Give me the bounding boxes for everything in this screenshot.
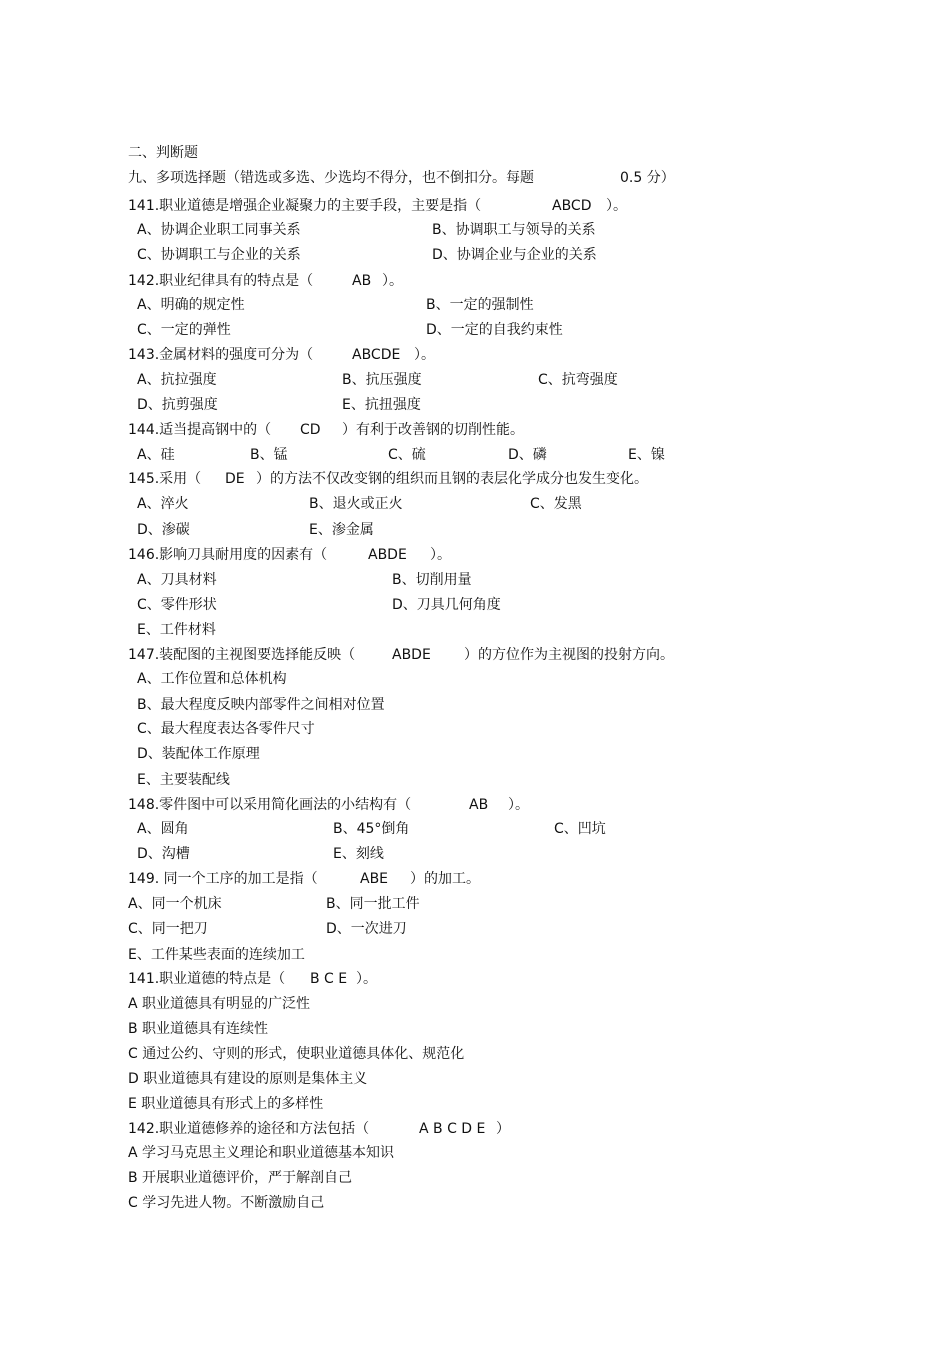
instruction-score: 0.5 分） (620, 170, 675, 186)
question-answer: ABDE (392, 647, 431, 663)
option: E、抗扭强度 (342, 397, 421, 413)
option: B、抗压强度 (342, 372, 422, 388)
question-stem: 145.采用（ (128, 471, 202, 487)
question-answer: AB (352, 273, 372, 289)
option: C、凹坑 (554, 821, 606, 837)
question-stem: 146.影响刀具耐用度的因素有（ (128, 547, 328, 563)
option: E、工件某些表面的连续加工 (128, 947, 305, 963)
option: C 通过公约、守则的形式，使职业道德具体化、规范化 (128, 1046, 465, 1062)
question-answer: ABCD (552, 198, 592, 214)
question-answer: AB (469, 797, 489, 813)
question-answer: DE (225, 471, 245, 487)
question-stem-end: ）有利于改善钢的切削性能。 (342, 422, 524, 438)
option: A、刀具材料 (137, 572, 217, 588)
question-stem: 148.零件图中可以采用简化画法的小结构有（ (128, 797, 412, 813)
option: B 职业道德具有连续性 (128, 1021, 269, 1037)
option: D、一定的自我约束性 (426, 322, 563, 338)
option: A、同一个机床 (128, 896, 222, 912)
question-answer: ABCDE (352, 347, 401, 363)
option: A 职业道德具有明显的广泛性 (128, 996, 311, 1012)
option: C、硫 (388, 447, 426, 463)
option: A、抗拉强度 (137, 372, 217, 388)
option: D、磷 (508, 447, 547, 463)
option: E、镍 (628, 447, 665, 463)
question-stem: 142.职业纪律具有的特点是（ (128, 273, 314, 289)
question-answer: CD (300, 422, 321, 438)
option: D 职业道德具有建设的原则是集体主义 (128, 1071, 368, 1087)
instruction-text: 九、多项选择题（错选或多选、少选均不得分，也不倒扣分。每题 (128, 170, 534, 186)
question-stem-end: ）。 (606, 198, 627, 214)
question-answer: A B C D E (419, 1121, 486, 1137)
question-stem-end: ）。 (430, 547, 451, 563)
option: B、退火或正火 (309, 496, 403, 512)
option: D、装配体工作原理 (137, 746, 260, 762)
option: D、沟槽 (137, 846, 190, 862)
option: C、零件形状 (137, 597, 217, 613)
option: D、抗剪强度 (137, 397, 218, 413)
option: E、刻线 (333, 846, 384, 862)
question-stem: 141.职业道德的特点是（ (128, 971, 286, 987)
question-answer: ABDE (368, 547, 407, 563)
option: C、协调职工与企业的关系 (137, 247, 301, 263)
question-stem-end: ）。 (382, 273, 403, 289)
question-stem: 142.职业道德修养的途径和方法包括（ (128, 1121, 370, 1137)
question-stem: 143.金属材料的强度可分为（ (128, 347, 314, 363)
option: A、工作位置和总体机构 (137, 671, 287, 687)
option: E、渗金属 (309, 522, 374, 538)
option: A、圆角 (137, 821, 189, 837)
option: E、工件材料 (137, 622, 216, 638)
option: C、发黑 (530, 496, 582, 512)
option: A、协调企业职工同事关系 (137, 222, 301, 238)
question-stem-end: ）。 (356, 971, 377, 987)
option: D、刀具几何角度 (392, 597, 501, 613)
question-answer: B C E (310, 971, 348, 987)
option: B、锰 (250, 447, 288, 463)
option: D、一次进刀 (326, 921, 407, 937)
question-stem: 141.职业道德是增强企业凝聚力的主要手段，主要是指（ (128, 198, 482, 214)
option: D、渗碳 (137, 522, 190, 538)
question-stem-end: ） (496, 1121, 510, 1137)
option: B、一定的强制性 (426, 297, 534, 313)
option: E 职业道德具有形式上的多样性 (128, 1096, 324, 1112)
option: A、硅 (137, 447, 175, 463)
option: B、同一批工件 (326, 896, 420, 912)
question-stem-end: ）。 (414, 347, 435, 363)
question-stem-end: ）的方位作为主视图的投射方向。 (464, 647, 674, 663)
option: E、主要装配线 (137, 772, 230, 788)
question-answer: ABE (360, 871, 389, 887)
option: B、切削用量 (392, 572, 472, 588)
question-stem-end: ）的加工。 (410, 871, 480, 887)
option: B、协调职工与领导的关系 (432, 222, 596, 238)
option: B、45°倒角 (333, 821, 410, 837)
option: C 学习先进人物。不断激励自己 (128, 1195, 325, 1211)
question-stem: 144.适当提高钢中的（ (128, 422, 272, 438)
option: C、抗弯强度 (538, 372, 618, 388)
question-stem-end: ）。 (508, 797, 529, 813)
option: B 开展职业道德评价，严于解剖自己 (128, 1170, 353, 1186)
option: A、淬火 (137, 496, 189, 512)
option: C、一定的弹性 (137, 322, 231, 338)
option: D、协调企业与企业的关系 (432, 247, 597, 263)
question-stem: 149. 同一个工序的加工是指（ (128, 871, 318, 887)
option: A、明确的规定性 (137, 297, 245, 313)
question-stem: 147.装配图的主视图要选择能反映（ (128, 647, 356, 663)
section-title: 二、判断题 (128, 145, 198, 161)
question-stem-end: ）的方法不仅改变钢的组织而且钢的表层化学成分也发生变化。 (256, 471, 648, 487)
option: B、最大程度反映内部零件之间相对位置 (137, 697, 385, 713)
option: C、同一把刀 (128, 921, 208, 937)
option: C、最大程度表达各零件尺寸 (137, 721, 315, 737)
option: A 学习马克思主义理论和职业道德基本知识 (128, 1145, 395, 1161)
